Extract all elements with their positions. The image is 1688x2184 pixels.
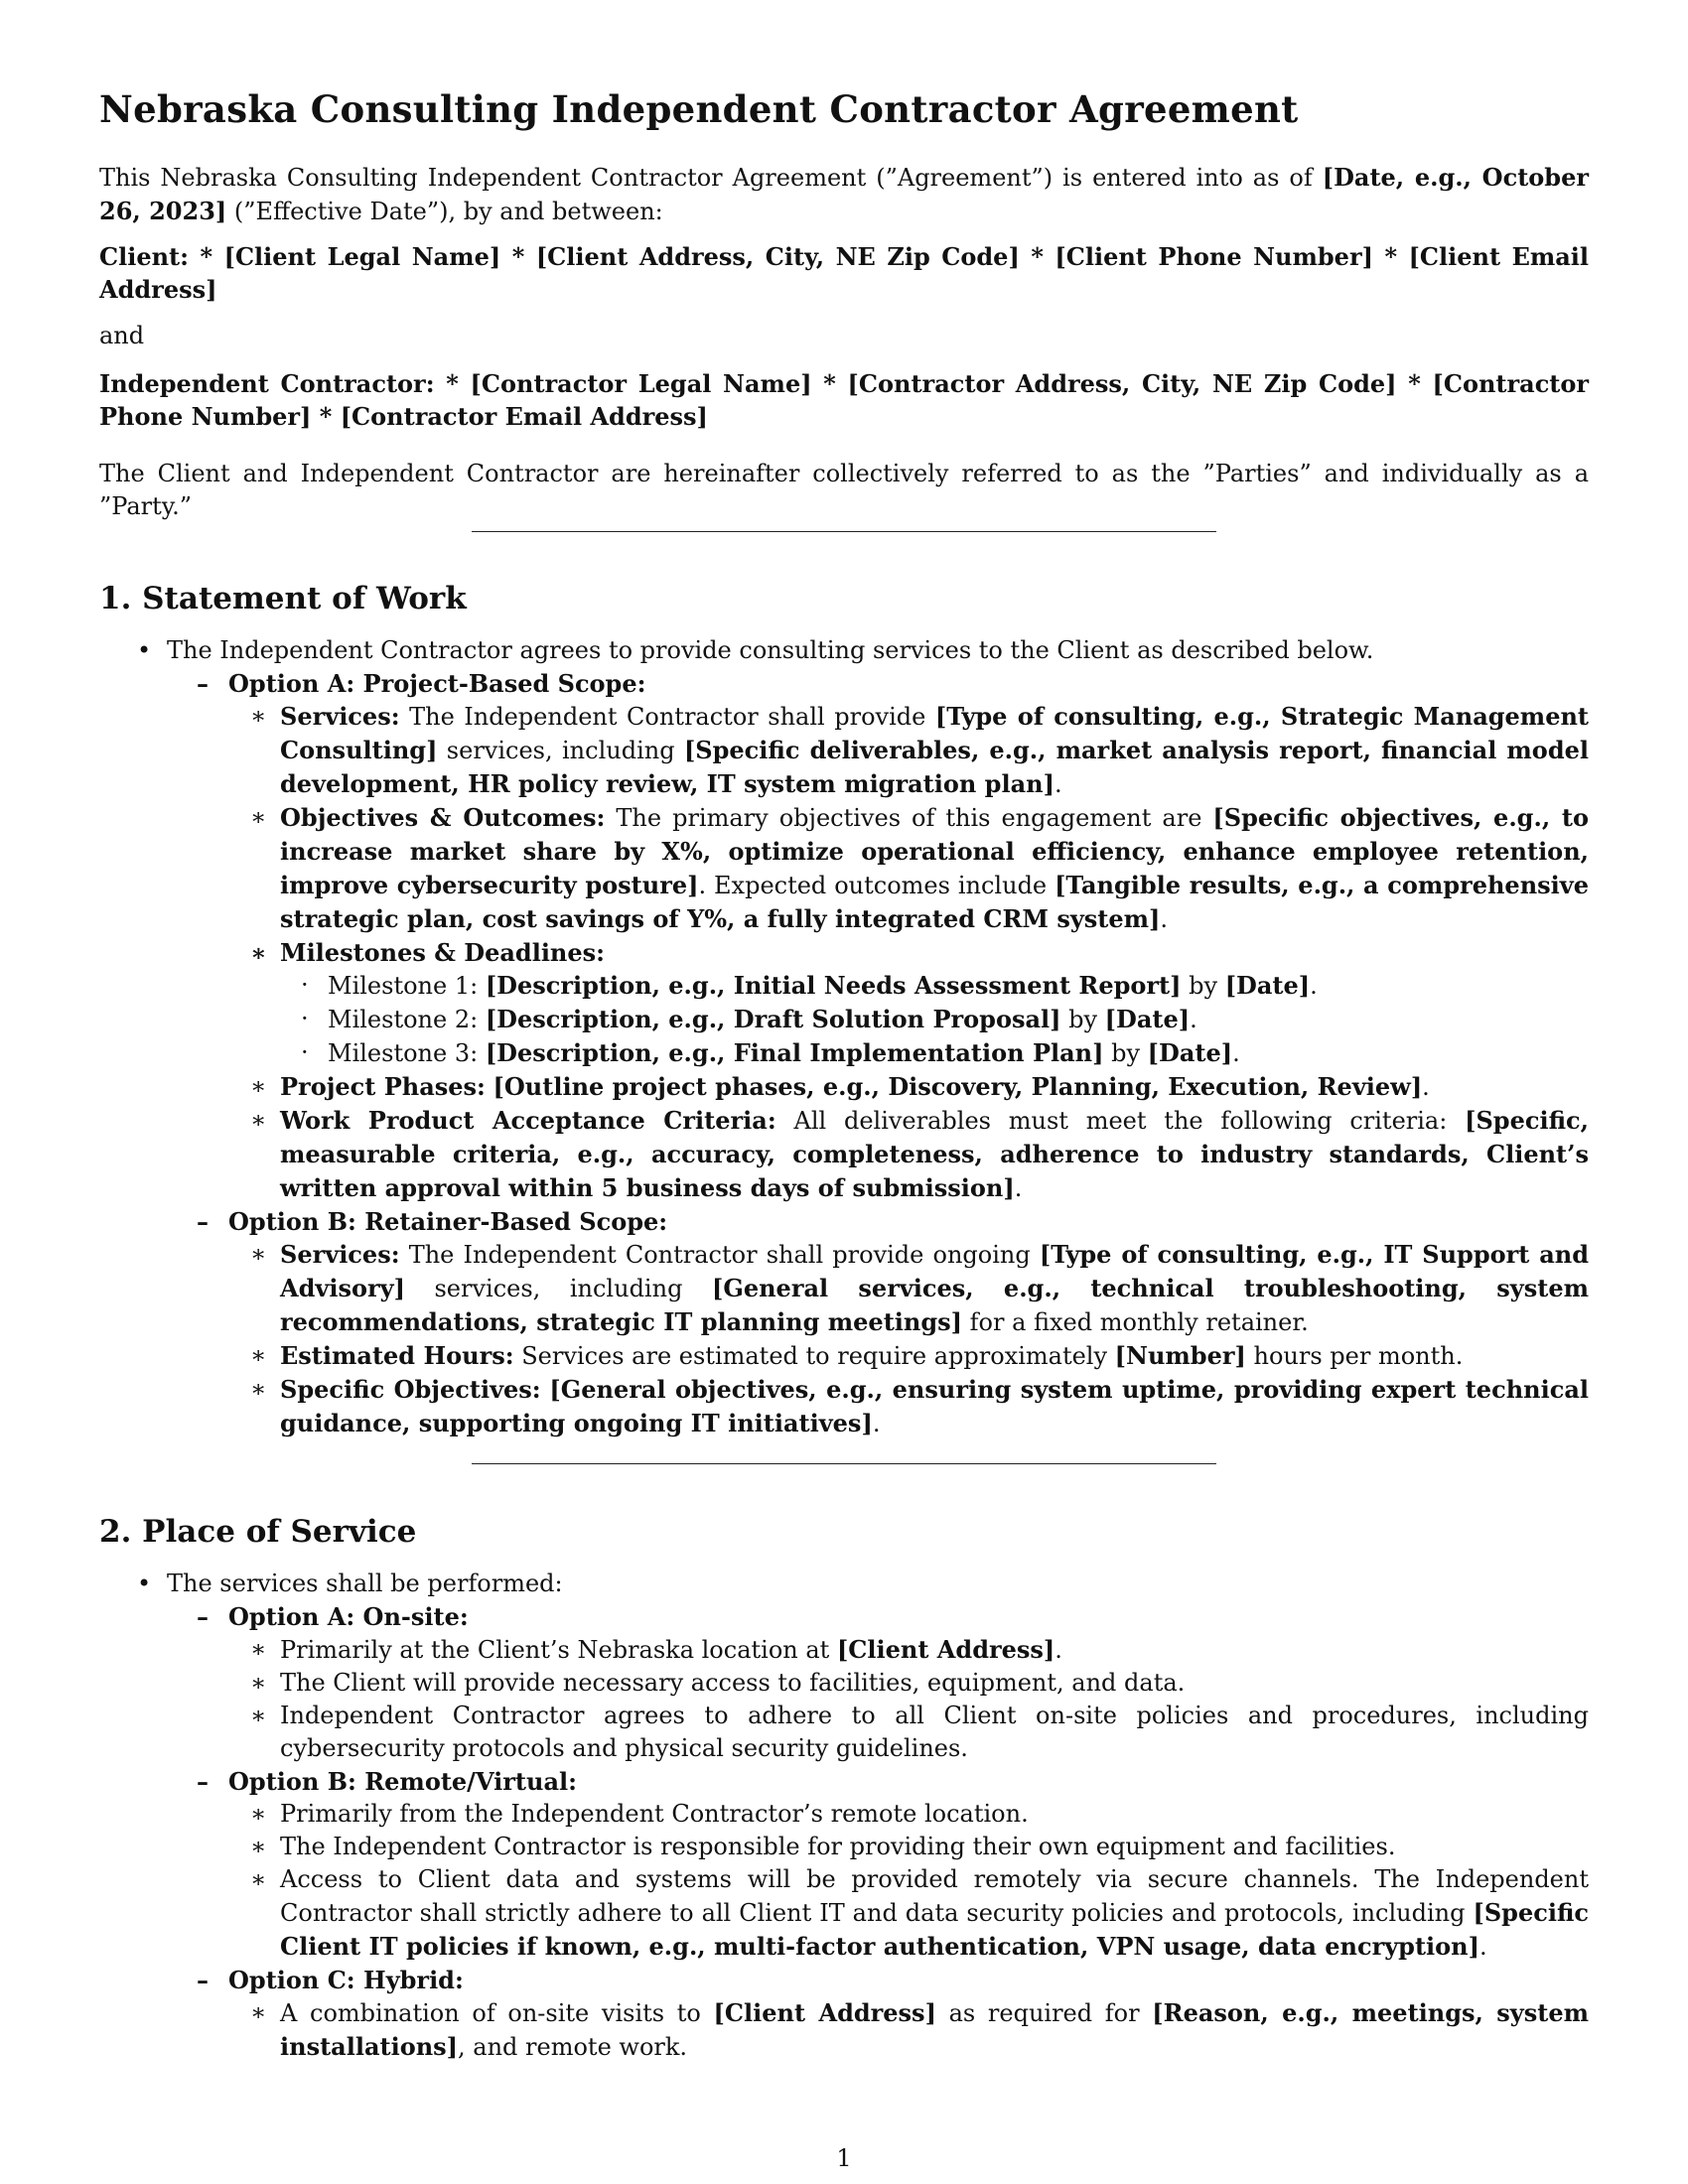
text: . [1014,1174,1023,1202]
asterisk-marker: ∗ [250,1702,267,1729]
list-item [99,1996,1589,2064]
section-1-heading: 1. Statement of Work [99,581,467,616]
item-label: Project Phases: [280,1072,486,1101]
placeholder: [Reason, e.g., meetings, system installations] [280,1998,1589,2061]
star-marker: * [1031,242,1044,271]
list-item [99,1831,1589,1863]
parties-paragraph: The Client and Independent Contractor are hereinafter collectively referred to as the ”Parties” and individually as a ”Party.” [99,460,1589,520]
effective-date-placeholder: [Date, e.g., October 26, 2023] [99,163,1589,225]
placeholder: [General services, e.g., technical troubleshooting, system recommendations, strategic IT planning meetings] [280,1274,1589,1336]
option-c-heading [99,1964,1589,1996]
text: . [1054,770,1062,798]
list-item [99,1633,1589,1667]
and-text: and [99,322,145,349]
client-email: [Client Email Address] [99,242,1590,304]
text: . Expected outcomes include [698,872,1055,899]
list-item [99,1070,1589,1104]
star-marker: * [446,369,459,398]
placeholder: [Description, e.g., Final Implementation Plan] [485,1038,1104,1067]
item-label: Services: [280,702,400,731]
option-b-heading [99,1765,1589,1798]
text: , and remote work. [458,2033,688,2061]
option-a-heading [99,667,1589,700]
item-text: Option A: Project-Based Scope: [228,669,646,698]
item-label: Services: [280,1240,400,1269]
list-item [99,801,1589,936]
star-marker: * [511,242,525,271]
placeholder: [Specific, measurable criteria, e.g., accuracy, completeness, adherence to industry standards, Client’s written approval within 5 business days of submission] [280,1106,1589,1202]
item-text [280,1238,1589,1339]
item-text [280,1863,1589,1964]
text: by [1060,1006,1105,1033]
dash-marker: – [197,669,209,698]
text: The Independent Contractor shall provide [399,703,935,731]
page-number: 1 [836,2144,852,2172]
contractor-legal-name: [Contractor Legal Name] [470,369,812,398]
list-item [99,1238,1589,1339]
item-text [280,1633,1589,1667]
item-text: Option C: Hybrid: [228,1966,464,1994]
asterisk-marker: ∗ [250,1865,267,1893]
text [486,1073,493,1101]
placeholder: [Tangible results, e.g., a comprehensive strategic plan, cost savings of Y%, a fully integrated CRM system] [280,871,1589,933]
placeholder: [Date] [1104,1005,1191,1033]
client-address: [Client Address, City, NE Zip Code] [535,242,1020,271]
placeholder: [Description, e.g., Draft Solution Proposal] [485,1005,1061,1033]
contractor-info [99,367,1589,433]
intro-paragraph [99,161,1589,228]
contractor-address: [Contractor Address, City, NE Zip Code] [847,369,1397,398]
item-text: Option B: Remote/Virtual: [228,1767,577,1796]
text: The Independent Contractor shall provide ongoing [399,1241,1040,1269]
item-text [280,1070,1589,1104]
text: . [1478,1933,1487,1961]
text: . [1422,1073,1430,1101]
list-item [99,1373,1589,1440]
item-text [328,1003,1589,1036]
asterisk-marker: ∗ [250,1635,267,1663]
item-text [280,1339,1589,1373]
option-b-heading [99,1205,1589,1238]
asterisk-marker: ∗ [250,1833,267,1860]
section-1-list [99,634,1589,1440]
contractor-phone: [Contractor Phone Number] [99,369,1590,431]
asterisk-marker: ∗ [250,803,267,831]
text: . [1190,1006,1197,1033]
item-text: Option B: Retainer-Based Scope: [228,1207,668,1236]
contractor-email: [Contractor Email Address] [340,402,708,431]
item-text: The services shall be performed: [167,1570,563,1597]
intro-text: This Nebraska Consulting Independent Contractor Agreement (”Agreement”) is entered into as of [99,164,1323,192]
client-phone: [Client Phone Number] [1055,242,1373,271]
placeholder: [Client Address] [713,1998,936,2027]
item-text [328,969,1589,1003]
item-text [280,1996,1589,2064]
item-text: The Independent Contractor agrees to provide consulting services to the Client as described below. [167,636,1374,664]
placeholder: [Number] [1114,1341,1246,1370]
list-item [99,1104,1589,1205]
bullet-marker: • [137,636,152,664]
client-info [99,240,1589,306]
star-marker: * [823,369,836,398]
dash-marker: – [197,1602,209,1631]
divider-1 [472,531,1216,532]
text: Primarily at the Client’s Nebraska location at [280,1636,837,1664]
item-label: Estimated Hours: [280,1341,514,1370]
divider-2 [472,1463,1216,1464]
list-item [99,634,1589,667]
list-item [99,936,1589,969]
asterisk-marker: ∗ [250,1669,267,1697]
item-label: Objectives & Outcomes: [280,803,606,832]
item-text [280,801,1589,936]
milestone-item [99,969,1589,1003]
placeholder: [General objectives, e.g., ensuring system uptime, providing expert technical guidance, supporting ongoing IT initiatives] [280,1375,1589,1437]
client-label: Client: [99,242,189,271]
asterisk-marker: ∗ [250,1341,267,1369]
list-item [99,1863,1589,1964]
client-legal-name: [Client Legal Name] [223,242,501,271]
asterisk-marker: ∗ [250,1240,267,1268]
text: Milestone 1: [328,972,486,1000]
dot-marker: · [301,1038,309,1066]
bullet-marker: • [137,1570,152,1597]
list-item [99,700,1589,801]
text: . [872,1410,881,1437]
item-label: Milestones & Deadlines: [280,938,606,967]
placeholder: [Client Address] [836,1635,1055,1664]
text: The primary objectives of this engagement are [605,804,1213,832]
item-text: The Client will provide necessary access to facilities, equipment, and data. [280,1669,1186,1697]
asterisk-marker: ∗ [250,1800,267,1828]
text: . [1310,972,1318,1000]
text: All deliverables must meet the following criteria: [775,1107,1466,1135]
list-item [99,1339,1589,1373]
text: . [1160,905,1169,933]
list-item [99,1667,1589,1700]
item-text [280,1104,1589,1205]
text: . [1232,1039,1240,1067]
placeholder: [Specific deliverables, e.g., market analysis report, financial model development, HR policy review, IT system migration plan] [280,736,1589,798]
placeholder: [Type of consulting, e.g., Strategic Management Consulting] [280,702,1589,764]
document-page [99,0,1589,2184]
section-2-list [99,1568,1589,2064]
milestone-item [99,1003,1589,1036]
item-text: Option A: On-site: [228,1602,469,1631]
section-2-heading: 2. Place of Service [99,1514,417,1550]
asterisk-marker: ∗ [250,1998,267,2026]
placeholder: [Specific objectives, e.g., to increase market share by X%, optimize operational efficiency, enhance employee retention, improve cybersecurity posture] [280,803,1589,899]
item-text: The Independent Contractor is responsible for providing their own equipment and facilities. [280,1833,1396,1860]
asterisk-marker: ∗ [250,1106,267,1134]
asterisk-marker: ∗ [250,1072,267,1100]
text: services, including [437,737,684,764]
contractor-label: Independent Contractor: [99,369,435,398]
placeholder: [Type of consulting, e.g., IT Support and Advisory] [280,1240,1590,1302]
placeholder: [Date] [1147,1038,1233,1067]
text: by [1103,1039,1148,1067]
text: by [1181,972,1225,1000]
text: . [1055,1636,1062,1664]
list-item [99,1798,1589,1831]
text: for a fixed monthly retainer. [962,1308,1309,1336]
document-title: Nebraska Consulting Independent Contractor Agreement [99,87,1299,131]
text: Milestone 3: [328,1039,486,1067]
star-marker: * [1408,369,1421,398]
text: hours per month. [1245,1342,1464,1370]
star-marker: * [1384,242,1398,271]
placeholder: [Description, e.g., Initial Needs Assessment Report] [485,971,1182,1000]
text: A combination of on-site visits to [280,1999,714,2027]
item-text [280,1373,1589,1440]
list-item [99,1700,1589,1765]
asterisk-marker: ∗ [250,702,267,730]
asterisk-marker: ∗ [250,938,267,967]
star-marker: * [319,402,333,431]
text: Milestone 2: [328,1006,486,1033]
item-text: Primarily from the Independent Contractor’s remote location. [280,1800,1029,1828]
text: Access to Client data and systems will be provided remotely via secure channels. The Independent Contractor shall strictly adhere to all Client IT and data security policies and protocols, including [280,1865,1589,1927]
text: Services are estimated to require approximately [513,1342,1115,1370]
dot-marker: · [301,971,309,999]
item-label: Specific Objectives: [280,1375,541,1404]
option-a-heading [99,1600,1589,1633]
placeholder: [Date] [1224,971,1311,1000]
item-text [280,700,1589,801]
text: as required for [935,1999,1153,2027]
text: services, including [404,1275,712,1302]
dash-marker: – [197,1966,209,1994]
placeholder: [Outline project phases, e.g., Discovery, Planning, Execution, Review] [492,1072,1423,1101]
dot-marker: · [301,1005,309,1032]
placeholder: [Specific Client IT policies if known, e.g., multi-factor authentication, VPN usage, data encryption] [280,1898,1589,1961]
dash-marker: – [197,1207,209,1236]
item-text: Independent Contractor agrees to adhere to all Client on-site policies and procedures, including cybersecurity protocols and physical security guidelines. [280,1702,1589,1762]
asterisk-marker: ∗ [250,1375,267,1403]
dash-marker: – [197,1767,209,1796]
item-label: Work Product Acceptance Criteria: [280,1106,776,1135]
intro-text-end: (”Effective Date”), by and between: [226,198,663,225]
milestone-item [99,1036,1589,1070]
item-text [328,1036,1589,1070]
list-item [99,1568,1589,1600]
star-marker: * [200,242,213,271]
